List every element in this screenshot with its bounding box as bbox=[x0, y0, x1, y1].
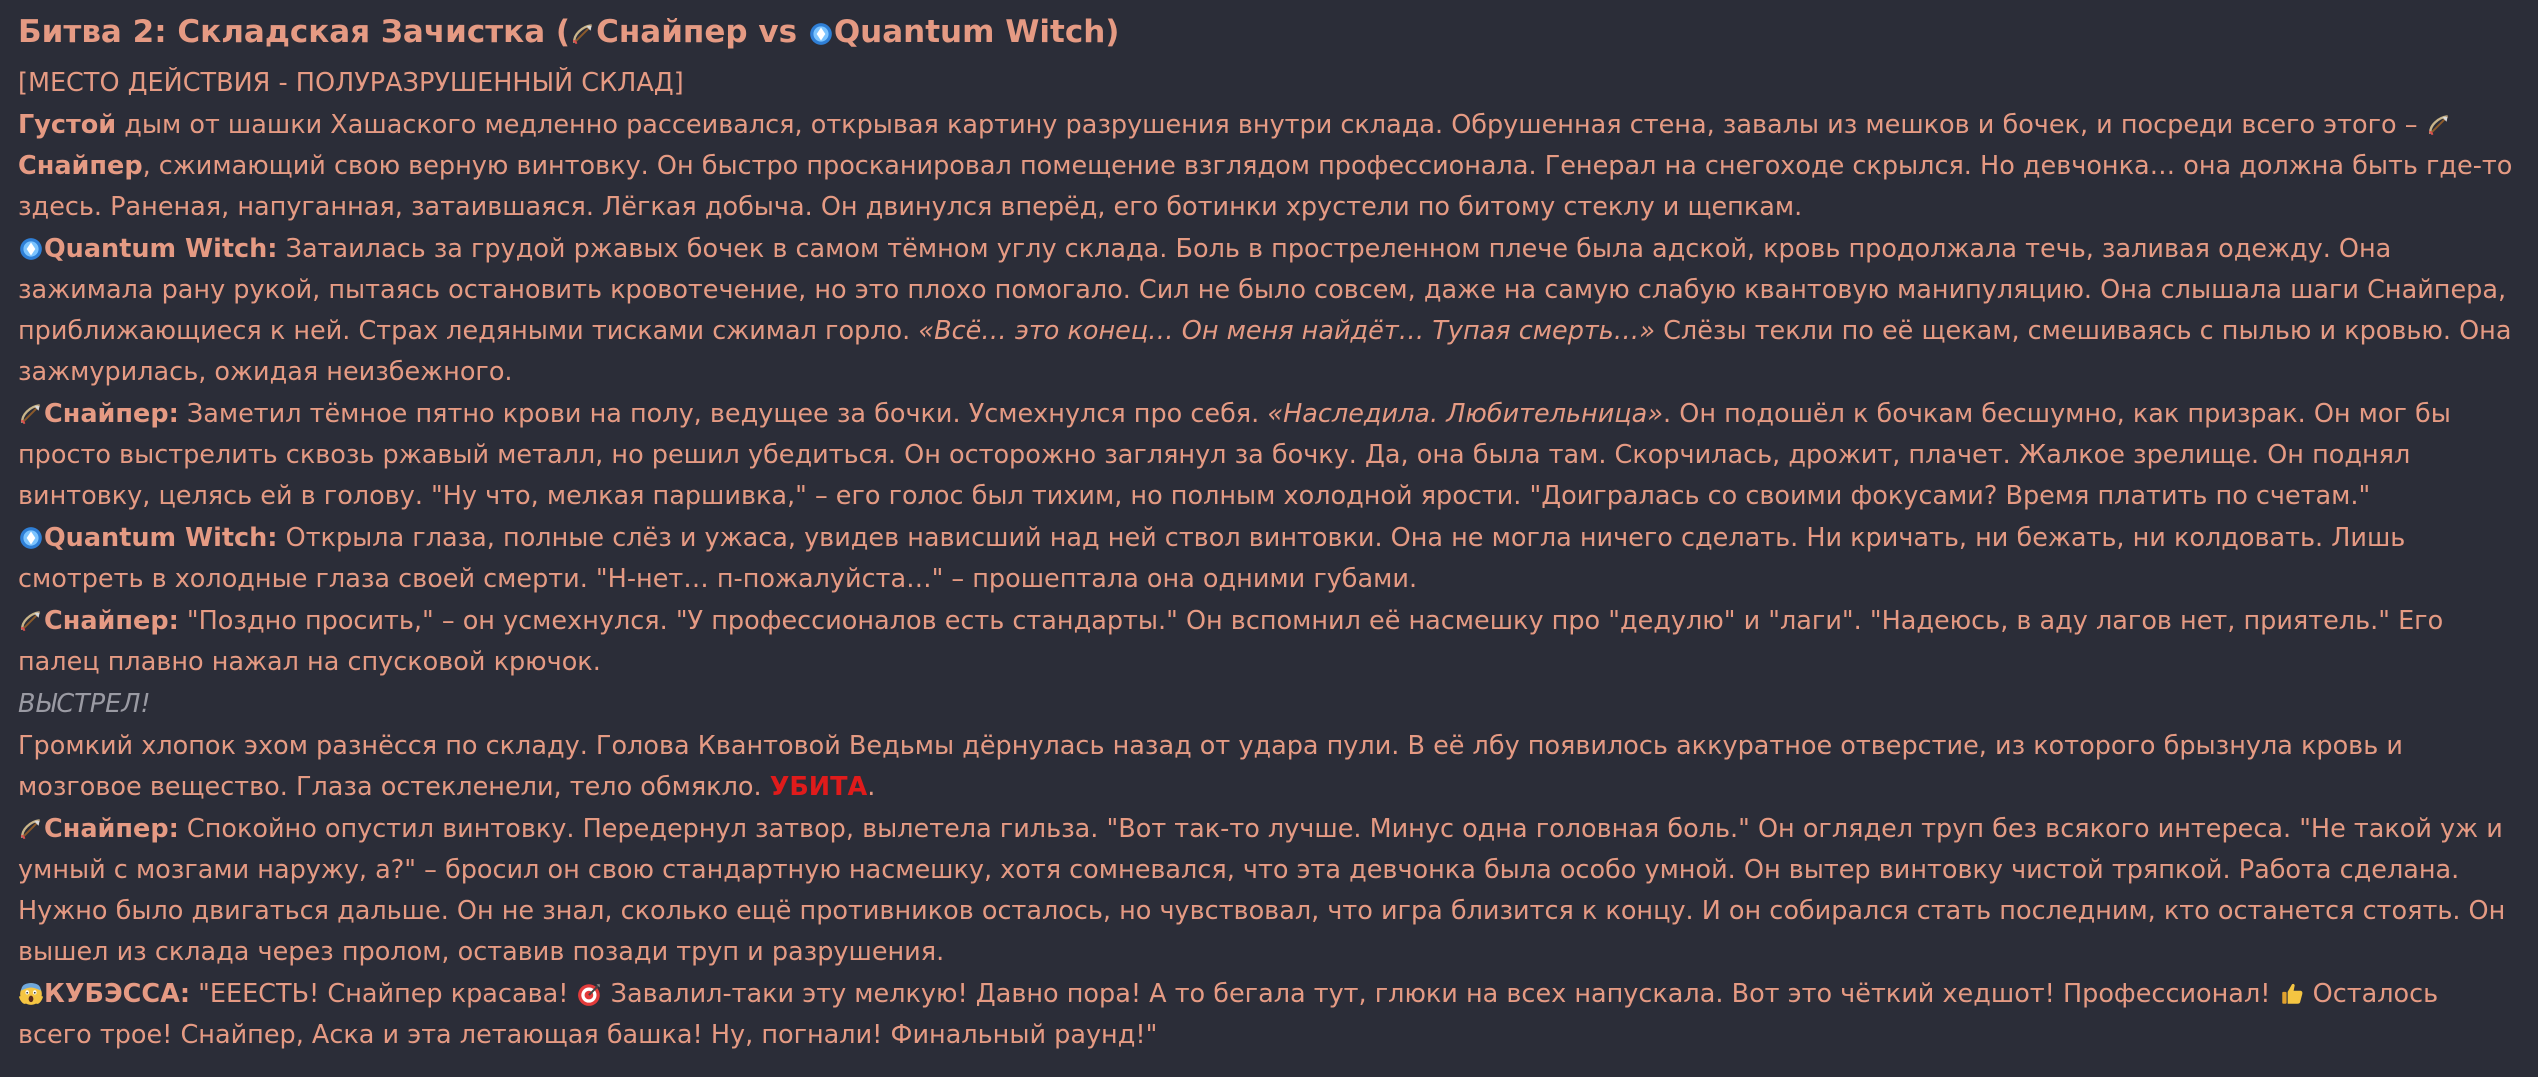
p6-text: Громкий хлопок эхом разнёсся по складу. Голова Квантовой Ведьмы дёрнулась назад от удара пули. В её лбу появилось аккуратное отверстие, из которого брызнула кровь и мозговое вещество. Глаза остекленели, тело обмякло. bbox=[18, 731, 2403, 802]
p3-text-2: . Он подошёл к бочкам бесшумно, как призрак. Он мог бы просто выстрелить сквозь ржавый металл, но решил убедиться. Он осторожно заглянул за бочку. Да, она была там. Скорчилась, дрожит, плачет. Жалкое зрелище. Он поднял винтовку, целясь ей в голову. "Ну что, мелкая паршивка," – его голос был тихим, но полным холодной ярости. "Доигралась со своими фокусами? Время платить по счетам." bbox=[18, 399, 2451, 511]
battle-title bbox=[18, 10, 2520, 54]
paragraph-2 bbox=[18, 229, 2520, 393]
title-vs: vs bbox=[747, 14, 808, 50]
paragraph-7 bbox=[18, 809, 2520, 973]
blue-diamond-orb-icon bbox=[18, 525, 44, 551]
title-suffix: ) bbox=[1105, 14, 1120, 50]
blue-diamond-orb-icon bbox=[18, 236, 44, 262]
screaming-face-icon bbox=[18, 981, 44, 1007]
p8-text-1: "ЕЕЕСТЬ! Снайпер красава! bbox=[190, 979, 577, 1009]
p7-speaker: Снайпер: bbox=[44, 814, 179, 844]
title-witch: Quantum Witch bbox=[833, 14, 1106, 50]
p8-speaker: КУБЭССА: bbox=[44, 979, 191, 1009]
shot-text: ВЫСТРЕЛ! bbox=[18, 689, 151, 719]
p5-text: "Поздно просить," – он усмехнулся. "У профессионалов есть стандарты." Он вспомнил её насмешку про "дедулю" и "лаги". "Надеюсь, в аду лагов нет, приятель." Его палец плавно нажал на спусковой крючок. bbox=[18, 606, 2444, 677]
p1-bold-sniper: Снайпер bbox=[18, 151, 143, 181]
p2-text-1: Затаилась за грудой ржавых бочек в самом тёмном углу склада. Боль в простреленном плече была адской, кровь продолжала течь, заливая одежду. Она зажимала рану рукой, пытаясь остановить кровотечение, но это плохо помогало. Сил не было совсем, даже на самую слабую квантовую манипуляцию. Она слышала шаги Снайпера, приближающиеся к ней. Страх ледяными тисками сжимал горло. bbox=[18, 234, 2507, 346]
thumbs-up-icon bbox=[2279, 981, 2305, 1007]
bow-and-arrow-icon bbox=[2426, 112, 2452, 138]
p2-text-2: Слёзы текли по её щекам, смешиваясь с пылью и кровью. Она зажмурилась, ожидая неизбежного. bbox=[18, 316, 2512, 387]
paragraph-5 bbox=[18, 601, 2520, 683]
shot-line bbox=[18, 684, 2520, 725]
p2-quote: «Всё… это конец… Он меня найдёт… Тупая смерть…» bbox=[918, 316, 1655, 346]
direct-hit-target-icon bbox=[577, 981, 603, 1007]
bow-and-arrow-icon bbox=[570, 21, 596, 47]
paragraph-1 bbox=[18, 105, 2520, 228]
p1-text-2: , сжимающий свою верную винтовку. Он быстро просканировал помещение взглядом профессионала. Генерал на снегоходе скрылся. Но девчонка… она должна быть где-то здесь. Раненая, напуганная, затаившаяся. Лёгкая добыча. Он двинулся вперёд, его ботинки хрустели по битому стеклу и щепкам. bbox=[18, 151, 2513, 222]
title-sniper: Снайпер bbox=[596, 14, 748, 50]
bow-and-arrow-icon bbox=[18, 816, 44, 842]
paragraph-6 bbox=[18, 726, 2520, 808]
scene-line bbox=[18, 63, 2520, 104]
p3-text-1: Заметил тёмное пятно крови на полу, ведущее за бочки. Усмехнулся про себя. bbox=[178, 399, 1268, 429]
p1-text-1: дым от шашки Хашаского медленно рассеивался, открывая картину разрушения внутри склада. Обрушенная стена, завалы из мешков и бочек, и посреди всего этого – bbox=[116, 110, 2426, 140]
bow-and-arrow-icon bbox=[18, 401, 44, 427]
p6-end: . bbox=[867, 772, 876, 802]
p8-text-2: Завалил-таки эту мелкую! Давно пора! А то бегала тут, глюки на всех напускала. Вот это чёткий хедшот! Профессионал! bbox=[602, 979, 2279, 1009]
p4-speaker: Quantum Witch: bbox=[44, 523, 278, 553]
p2-speaker: Quantum Witch: bbox=[44, 234, 278, 264]
p3-quote: «Наследила. Любительница» bbox=[1267, 399, 1664, 429]
p7-text: Спокойно опустил винтовку. Передернул затвор, вылетела гильза. "Вот так-то лучше. Минус одна головная боль." Он оглядел труп без всякого интереса. "Не такой уж и умный с мозгами наружу, а?" – бросил он свою стандартную насмешку, хотя сомневался, что эта девчонка была особо умной. Он вытер винтовку чистой тряпкой. Работа сделана. Нужно было двигаться дальше. Он не знал, сколько ещё противников осталось, но чувствовал, что игра близится к концу. И он собирался стать последним, кто останется стоять. Он вышел из склада через пролом, оставив позади труп и разрушения. bbox=[18, 814, 2506, 967]
paragraph-4 bbox=[18, 518, 2520, 600]
killed-status: УБИТА bbox=[769, 772, 868, 802]
p3-speaker: Снайпер: bbox=[44, 399, 179, 429]
p8-text-3: Осталось всего трое! Снайпер, Аска и эта летающая башка! Ну, погнали! Финальный раунд!" bbox=[18, 979, 2439, 1050]
paragraph-8 bbox=[18, 974, 2520, 1056]
title-prefix: Битва 2: Складская Зачистка ( bbox=[18, 14, 571, 50]
p5-speaker: Снайпер: bbox=[44, 606, 179, 636]
p1-bold-start: Густой bbox=[18, 110, 117, 140]
p4-text: Открыла глаза, полные слёз и ужаса, увидев нависший над ней ствол винтовки. Она не могла ничего сделать. Ни кричать, ни бежать, ни колдовать. Лишь смотреть в холодные глаза своей смерти. "Н-нет… п-пожалуйста…" – прошептала она одними губами. bbox=[18, 523, 2406, 594]
blue-diamond-orb-icon bbox=[808, 21, 834, 47]
bow-and-arrow-icon bbox=[18, 608, 44, 634]
paragraph-3 bbox=[18, 394, 2520, 517]
scene-text: [МЕСТО ДЕЙСТВИЯ - ПОЛУРАЗРУШЕННЫЙ СКЛАД] bbox=[18, 68, 684, 98]
